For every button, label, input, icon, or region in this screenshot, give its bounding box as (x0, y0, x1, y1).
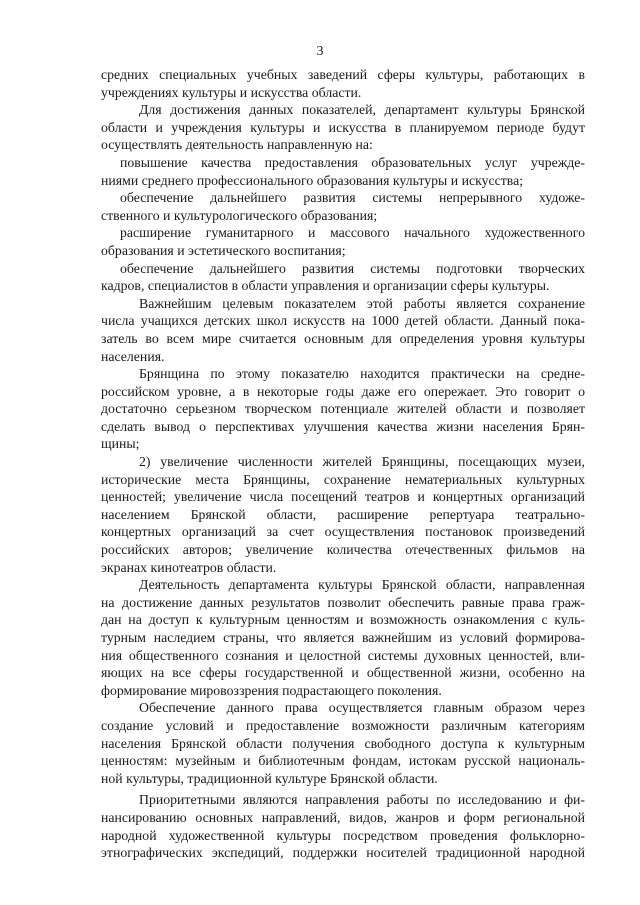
text-line: Важнейшим целевым показателем этой работы является сохранение (139, 295, 585, 311)
text-line: области и учреждения культуры и искусства в планируемом периоде будут (101, 119, 585, 135)
text-line: Обеспечение данного права осуществляется главным образом через (139, 700, 585, 716)
text-line: населением Брянской области, расширение репертуара театрально- (101, 506, 585, 522)
text-line: осуществлять деятельность направленную на: (101, 137, 373, 153)
text-line: образования и эстетического воспитания; (101, 242, 346, 258)
text-line: повышение качества предоставления образовательных услуг учрежде- (120, 154, 585, 170)
text-line: Для достижения данных показателей, департамент культуры Брянской (139, 102, 585, 118)
text-line: российских авторов; увеличение количества отечественных фильмов на (101, 542, 585, 558)
text-line: ственного и культурологического образования; (101, 207, 378, 223)
text-line: кадров, специалистов в области управления и организации сферы культуры. (101, 278, 550, 294)
document-body (101, 66, 585, 862)
text-line: ценностям: музейным и библиотечным фондам, истокам русской националь- (101, 753, 585, 769)
text-line: числа учащихся детских школ искусств на 1000 детей области. Данный пока- (101, 313, 585, 329)
text-line: этнографических экспедиций, поддержки носителей традиционной народной (101, 845, 585, 861)
text-line: экранах кинотеатров области. (101, 559, 277, 575)
text-line: населения Брянской области получения свободного доступа к культурным (101, 735, 585, 751)
text-line: расширение гуманитарного и массового начального художественного (120, 225, 585, 241)
text-line: учреждениях культуры и искусства области. (101, 84, 362, 100)
text-line: щины; (101, 436, 140, 452)
text-line: Брянщина по этому показателю находится практически на средне- (139, 366, 585, 382)
text-line: достаточно серьезном творческом потенциале жителей области и позволяет (101, 401, 585, 417)
text-line: затель во всем мире считается основным для определения уровня культуры (101, 330, 585, 346)
text-line: дан на доступ к культурным ценностям и возможность ознакомления с куль- (101, 612, 585, 628)
text-line: создание условий и предоставление возможности различным категориям (101, 717, 585, 733)
text-line: ной культуры, традиционной культуре Брянской области. (101, 770, 438, 786)
text-line: ния общественного сознания и целостной системы духовных ценностей, вли- (101, 647, 585, 663)
text-line: исторические места Брянщины, сохранение нематериальных культурных (101, 471, 585, 487)
text-line: яющих на все сферы государственной и общественной жизни, особенно на (101, 665, 585, 681)
text-line: российском уровне, а в некоторые годы даже его опережает. Это говорит о (101, 383, 585, 399)
text-line: нансированию основных направлений, видов, жанров и форм региональной (101, 809, 585, 825)
text-line: обеспечение дальнейшего развития системы подготовки творческих (120, 260, 585, 276)
text-line: 2) увеличение численности жителей Брянщины, посещающих музеи, (139, 454, 585, 470)
text-line: Деятельность департамента культуры Брянской области, направленная (139, 577, 585, 593)
page-number: 3 (316, 44, 324, 59)
text-line: ценностей; увеличение числа посещений театров и концертных организаций (101, 489, 585, 505)
text-line: турным наследием страны, что является важнейшим из условий формирова- (101, 630, 585, 645)
text-line: ниями среднего профессионального образования культуры и искусства; (101, 172, 524, 188)
text-line: формирование мировоззрения подрастающего поколения. (101, 682, 442, 698)
text-line: народной художественной культуры посредством проведения фольклорно- (101, 827, 585, 843)
text-line: концертных организаций за счет осуществления постановок произведений (101, 524, 585, 540)
text-line: сделать вывод о перспективах улучшения качества жизни населения Брян- (101, 418, 585, 434)
text-line: населения. (101, 348, 165, 364)
text-line: на достижение данных результатов позволит обеспечить равные права граж- (101, 594, 585, 610)
text-line: средних специальных учебных заведений сферы культуры, работающих в (101, 67, 585, 82)
text-line: обеспечение дальнейшего развития системы непрерывного художе- (120, 190, 585, 206)
text-line: Приоритетными являются направления работы по исследованию и фи- (139, 792, 585, 808)
